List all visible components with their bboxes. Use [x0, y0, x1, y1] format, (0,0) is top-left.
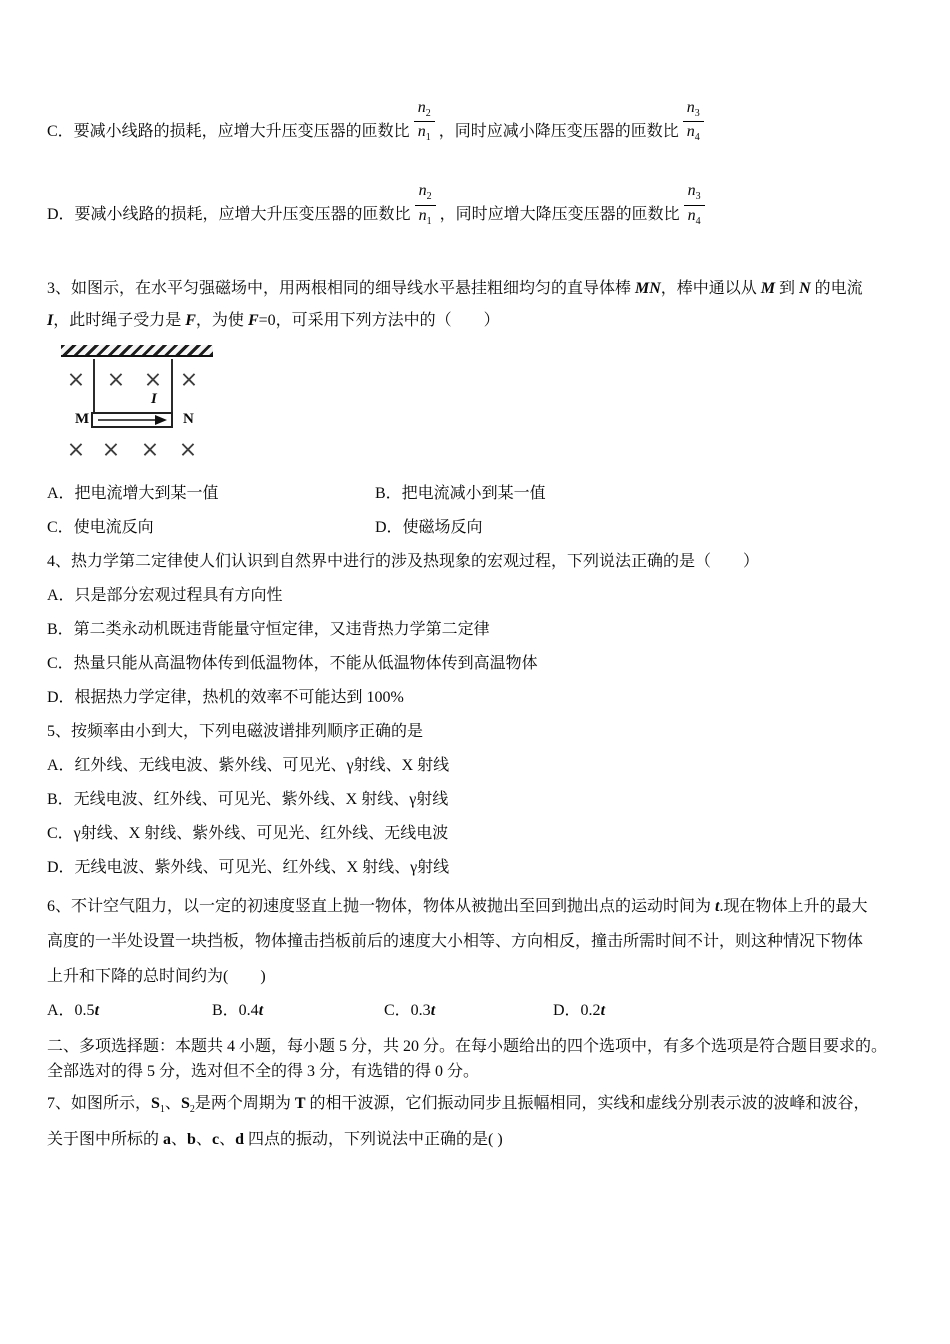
- suspension-wire-right: [171, 359, 173, 412]
- q6-stem-line1: 6、不计空气阻力，以一定的初速度竖直上抛一物体，物体从被抛出至回到抛出点的运动时间为 t.现在物体上升的最大: [47, 897, 868, 915]
- q3-option-b: B．把电流减小到某一值: [375, 484, 546, 502]
- section2-intro-line2: 全部选对的得 5 分，选对但不全的得 3 分，有选错的得 0 分。: [47, 1062, 480, 1080]
- field-into-page-icon: ×: [66, 367, 86, 393]
- fraction-denominator: [684, 206, 705, 227]
- q3-options: [47, 477, 906, 545]
- q3-stem-line2: I，此时绳子受力是 F，为使 F=0，可采用下列方法中的（ ）: [47, 311, 500, 329]
- q4-option-d: D．根据热力学定律，热机的效率不可能达到 100%: [47, 688, 404, 706]
- ceiling-hatch: [61, 345, 213, 357]
- field-into-page-icon: ×: [106, 367, 126, 393]
- q6-option-d: D．0.2t: [553, 1001, 606, 1019]
- fraction-variable: n: [686, 99, 695, 116]
- fraction-subscript: 3: [694, 108, 700, 120]
- q2-option-d-text-mid: ，同时应增大降压变压器的匝数比: [439, 206, 680, 224]
- fraction-variable: n: [417, 123, 426, 141]
- current-arrow-icon: [95, 414, 169, 426]
- label-m: M: [75, 410, 90, 427]
- fraction-numerator: [684, 183, 705, 205]
- fraction-variable: n: [687, 182, 696, 200]
- fraction-variable: n: [418, 206, 427, 224]
- fraction-variable: n: [687, 206, 696, 224]
- q2-option-c-text-mid: ，同时应减小降压变压器的匝数比: [438, 123, 679, 141]
- fraction-denominator: [415, 206, 436, 227]
- fraction-numerator: [415, 183, 436, 205]
- fraction-subscript: 1: [426, 215, 432, 227]
- suspension-wire-left: [93, 359, 95, 412]
- fraction-denominator: [683, 122, 704, 143]
- q2-option-d: [47, 183, 906, 226]
- field-into-page-icon: ×: [143, 367, 163, 393]
- field-into-page-icon: ×: [140, 437, 160, 463]
- q6-option-b: B．0.4t: [212, 1001, 264, 1019]
- q6-stem-line3: 上升和下降的总时间约为( ): [47, 967, 266, 985]
- q5-option-d: D．无线电波、紫外线、可见光、红外线、X 射线、γ射线: [47, 858, 450, 876]
- field-into-page-icon: ×: [179, 367, 199, 393]
- fraction-denominator: [414, 122, 435, 143]
- turns-ratio-fraction-n2-n1: [415, 183, 436, 226]
- fraction-subscript: 3: [695, 191, 701, 203]
- label-n: N: [183, 410, 194, 427]
- turns-ratio-fraction-n3-n4: [683, 100, 704, 143]
- fraction-subscript: 2: [426, 191, 432, 203]
- q3-option-c: C．使电流反向: [47, 518, 154, 536]
- fraction-variable: n: [686, 123, 695, 141]
- fraction-numerator: [414, 100, 435, 122]
- q4-option-c: C．热量只能从高温物体传到低温物体，不能从低温物体传到高温物体: [47, 654, 538, 672]
- fraction-subscript: 4: [695, 215, 701, 227]
- q3-option-a: A．把电流增大到某一值: [47, 484, 219, 502]
- field-into-page-icon: ×: [66, 437, 86, 463]
- q4-stem: 4、热力学第二定律使人们认识到自然界中进行的涉及热现象的宏观过程，下列说法正确的是（ ）: [47, 552, 760, 570]
- section2-intro-line1: 二、多项选择题：本题共 4 小题，每小题 5 分，共 20 分。在每小题给出的四个选项中，有多个选项是符合题目要求的。: [47, 1037, 888, 1055]
- q7-stem-line2: 关于图中所标的 a、b、c、d 四点的振动，下列说法中正确的是( ): [47, 1130, 503, 1148]
- q2-option-d-text-pre: D．要减小线路的损耗，应增大升压变压器的匝数比: [47, 206, 411, 224]
- q5-stem: 5、按频率由小到大，下列电磁波谱排列顺序正确的是: [47, 722, 424, 740]
- turns-ratio-fraction-n2-n1: [414, 100, 435, 143]
- q7-stem-line1: 7、如图所示，$S_1$、$S_2$是两个周期为 T 的相干波源，它们振动同步且振幅相同，实线和虚线分别表示波的波峰和波谷，: [47, 1094, 870, 1115]
- q5-option-c: C．γ射线、X 射线、紫外线、可见光、红外线、无线电波: [47, 824, 449, 842]
- q6-option-c: C．0.3t: [384, 1001, 436, 1019]
- q6-stem-line2: 高度的一半处设置一块挡板，物体撞击挡板前后的速度大小相等、方向相反，撞击所需时间不计，则这种情况下物体: [47, 932, 864, 950]
- fraction-variable: n: [417, 99, 426, 116]
- q2-option-c: [47, 100, 906, 143]
- field-into-page-icon: ×: [101, 437, 121, 463]
- q3-stem-line1: 3、如图示，在水平匀强磁场中，用两根相同的细导线水平悬挂粗细均匀的直导体棒 MN，棒中通以从 M 到 N 的电流: [47, 279, 863, 297]
- conductor-bar: [91, 412, 173, 428]
- q3-option-d: D．使磁场反向: [375, 518, 483, 536]
- current-label: I: [151, 390, 157, 407]
- fraction-numerator: [683, 100, 704, 122]
- field-into-page-icon: ×: [178, 437, 198, 463]
- fraction-subscript: 1: [425, 132, 431, 144]
- fraction-subscript: 2: [425, 108, 431, 120]
- fraction-variable: n: [418, 182, 427, 200]
- q6-options: [47, 994, 906, 1028]
- q4-option-b: B．第二类永动机既违背能量守恒定律，又违背热力学第二定律: [47, 620, 490, 638]
- q5-option-b: B．无线电波、红外线、可见光、紫外线、X 射线、γ射线: [47, 790, 449, 808]
- turns-ratio-fraction-n3-n4: [684, 183, 705, 226]
- fraction-subscript: 4: [694, 132, 700, 144]
- q3-figure: [61, 345, 291, 467]
- q4-option-a: A．只是部分宏观过程具有方向性: [47, 586, 283, 604]
- q6-option-a: A．0.5t: [47, 1001, 100, 1019]
- q5-option-a: A．红外线、无线电波、紫外线、可见光、γ射线、X 射线: [47, 756, 450, 774]
- q2-option-c-text-pre: C．要减小线路的损耗，应增大升压变压器的匝数比: [47, 123, 410, 141]
